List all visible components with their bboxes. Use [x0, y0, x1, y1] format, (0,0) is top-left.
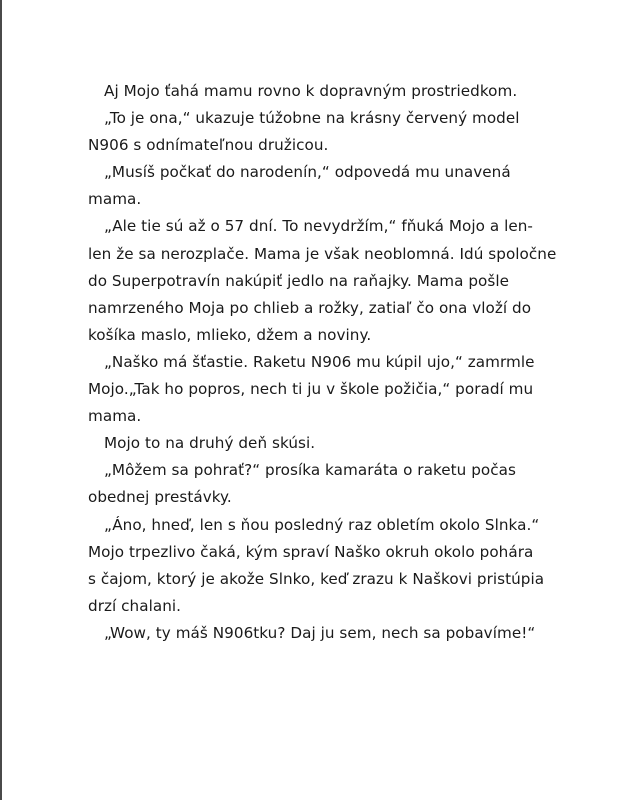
story-text — [88, 78, 557, 647]
text-line: košíka maslo, mlieko, džem a noviny. — [88, 325, 372, 344]
text-line: namrzeného Moja po chlieb a rožky, zatiaľ čo ona vloží do — [88, 298, 532, 317]
text-line: Mojo to na druhý deň skúsi. — [104, 434, 316, 453]
text-line: len že sa nerozplače. Mama je však neoblomná. Idú spoločne — [88, 244, 557, 263]
text-line: Mojo trpezlivo čaká, kým spraví Naško okruh okolo pohára — [88, 542, 534, 561]
text-line: „Musíš počkať do narodenín,“ odpovedá mu unavená — [104, 163, 511, 182]
text-line: do Superpotravín nakúpiť jedlo na raňajky. Mama pošle — [88, 271, 510, 290]
text-line: „Naško má šťastie. Raketu N906 mu kúpil ujo,“ zamrmle — [104, 352, 535, 371]
text-line: mama. — [88, 407, 142, 426]
text-line: Mojo.„Tak ho popros, nech ti ju v škole požičia,“ poradí mu — [88, 380, 534, 399]
text-line: „To je ona,“ ukazuje túžobne na krásny červený model — [104, 109, 520, 128]
text-line: „Wow, ty máš N906tku? Daj ju sem, nech sa pobavíme!“ — [104, 623, 536, 642]
text-line: N906 s odnímateľnou družicou. — [88, 136, 329, 155]
text-line: s čajom, ktorý je akože Slnko, keď zrazu k Naškovi pristúpia — [88, 569, 545, 588]
text-line: obednej prestávky. — [88, 488, 232, 507]
text-line: „Ale tie sú až o 57 dní. To nevydržím,“ fňuká Mojo a len- — [104, 217, 533, 236]
text-line: drzí chalani. — [88, 596, 182, 615]
text-line: mama. — [88, 190, 142, 209]
text-line: „Áno, hneď, len s ňou posledný raz obletím okolo Slnka.“ — [104, 515, 540, 534]
text-line: „Môžem sa pohrať?“ prosíka kamaráta o raketu počas — [104, 461, 516, 480]
text-line: Aj Mojo ťahá mamu rovno k dopravným prostriedkom. — [104, 82, 518, 100]
